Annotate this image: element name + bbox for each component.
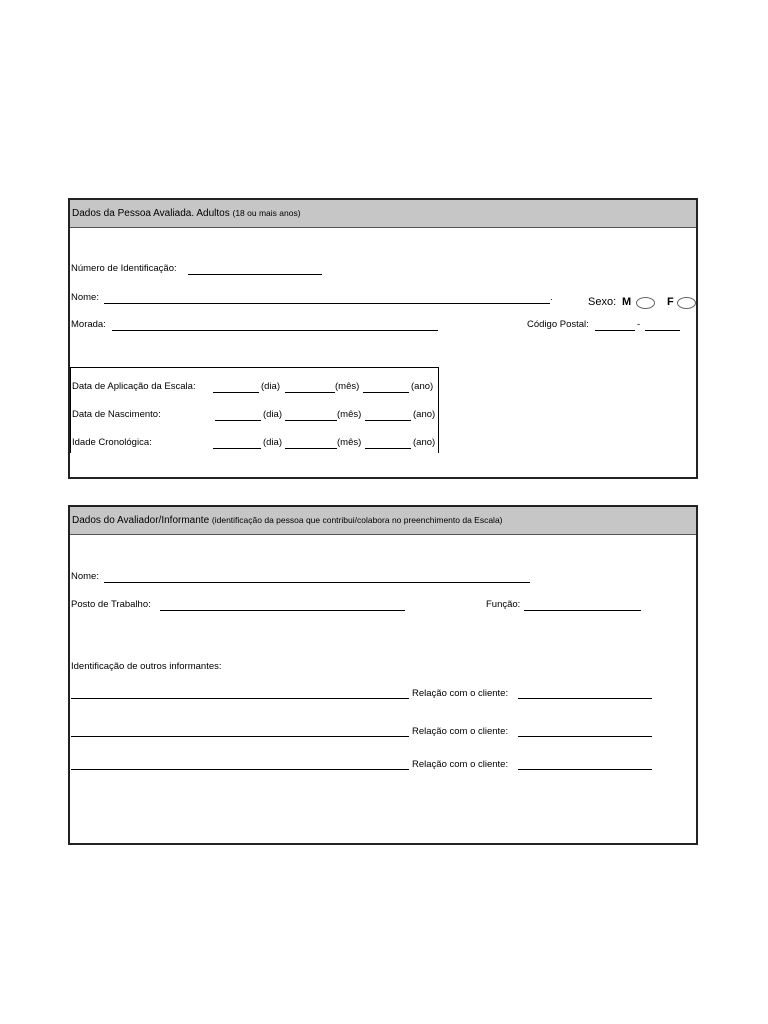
mes-label: (mês) bbox=[335, 381, 360, 392]
relacao-field[interactable] bbox=[518, 698, 652, 699]
mes-field[interactable] bbox=[285, 448, 337, 449]
sexo-label: Sexo: bbox=[588, 296, 617, 308]
relacao-field[interactable] bbox=[518, 736, 652, 737]
ano-field[interactable] bbox=[365, 448, 411, 449]
mes-label: (mês) bbox=[337, 437, 362, 448]
avaliador-subtitle: (identificação da pessoa que contribui/colabora no preenchimento da Escala) bbox=[211, 515, 503, 525]
avaliador-nome-field[interactable] bbox=[104, 582, 530, 583]
id-field[interactable] bbox=[188, 274, 322, 275]
outros-informantes-label: Identificação de outros informantes: bbox=[71, 661, 222, 672]
informante-field[interactable] bbox=[71, 698, 409, 699]
mes-field[interactable] bbox=[285, 392, 335, 393]
date-row-label: Data de Aplicação da Escala: bbox=[72, 381, 196, 392]
dia-label: (dia) bbox=[261, 381, 281, 392]
ano-field[interactable] bbox=[363, 392, 409, 393]
relacao-label: Relação com o cliente: bbox=[412, 688, 509, 699]
avaliador-nome-label: Nome: bbox=[71, 571, 99, 582]
ano-label: (ano) bbox=[413, 437, 436, 448]
informante-field[interactable] bbox=[71, 736, 409, 737]
posto-field[interactable] bbox=[160, 610, 405, 611]
dia-field[interactable] bbox=[213, 448, 261, 449]
pessoa-avaliada-subtitle: (18 ou mais anos) bbox=[232, 208, 301, 218]
codigo-postal-dash: - bbox=[637, 319, 641, 330]
avaliador-title: Dados do Avaliador/Informante bbox=[72, 515, 210, 526]
sexo-f-label: F bbox=[667, 296, 674, 308]
nome-field[interactable] bbox=[104, 303, 550, 304]
pessoa-avaliada-section bbox=[68, 198, 698, 479]
dia-label: (dia) bbox=[263, 409, 283, 420]
dates-table bbox=[70, 367, 439, 453]
sexo-m-label: M bbox=[622, 296, 632, 308]
id-label: Número de Identificação: bbox=[71, 263, 177, 274]
codigo-postal-label: Código Postal: bbox=[527, 319, 589, 330]
dia-label: (dia) bbox=[263, 437, 283, 448]
relacao-label: Relação com o cliente: bbox=[412, 726, 509, 737]
pessoa-avaliada-title: Dados da Pessoa Avaliada. Adultos bbox=[72, 208, 230, 219]
codigo-postal-field-1[interactable] bbox=[595, 330, 635, 331]
funcao-field[interactable] bbox=[524, 610, 641, 611]
date-row bbox=[71, 409, 440, 423]
informante-field[interactable] bbox=[71, 769, 409, 770]
dia-field[interactable] bbox=[215, 420, 261, 421]
date-row bbox=[71, 437, 440, 451]
ano-field[interactable] bbox=[365, 420, 411, 421]
relacao-field[interactable] bbox=[518, 769, 652, 770]
sexo-f-radio[interactable] bbox=[677, 297, 696, 309]
avaliador-header bbox=[70, 507, 696, 535]
ano-label: (ano) bbox=[411, 381, 434, 392]
nome-end-mark: . bbox=[550, 292, 553, 303]
mes-label: (mês) bbox=[337, 409, 362, 420]
nome-label: Nome: bbox=[71, 292, 99, 303]
morada-label: Morada: bbox=[71, 319, 106, 330]
codigo-postal-field-2[interactable] bbox=[645, 330, 680, 331]
morada-field[interactable] bbox=[112, 330, 438, 331]
date-row-label: Idade Cronológica: bbox=[72, 437, 152, 448]
relacao-label: Relação com o cliente: bbox=[412, 759, 509, 770]
date-row-label: Data de Nascimento: bbox=[72, 409, 161, 420]
date-row bbox=[71, 381, 440, 395]
posto-label: Posto de Trabalho: bbox=[71, 599, 151, 610]
pessoa-avaliada-header bbox=[70, 200, 696, 228]
sexo-m-radio[interactable] bbox=[636, 297, 655, 309]
dia-field[interactable] bbox=[213, 392, 259, 393]
ano-label: (ano) bbox=[413, 409, 436, 420]
funcao-label: Função: bbox=[486, 599, 521, 610]
avaliador-section bbox=[68, 505, 698, 845]
mes-field[interactable] bbox=[285, 420, 337, 421]
